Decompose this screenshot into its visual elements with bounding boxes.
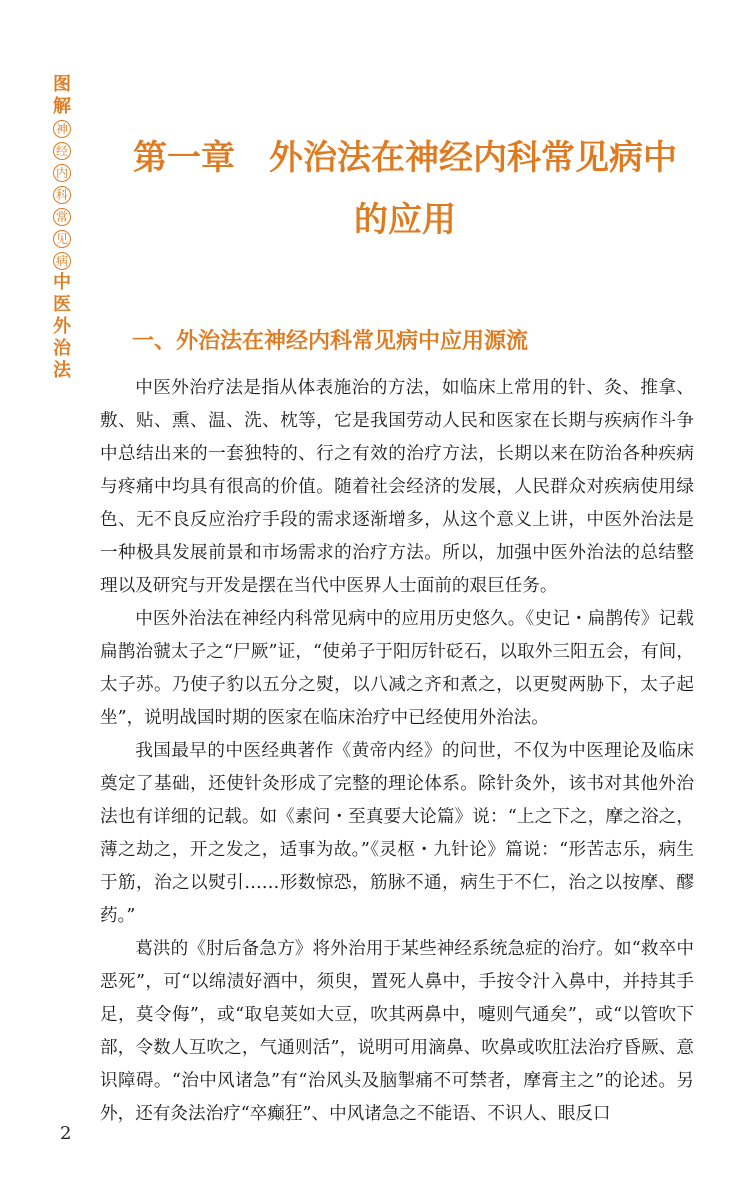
paragraph: 葛洪的《肘后备急方》将外治用于某些神经系统急症的治疗。如“救卒中恶死”，可“以绵渍好酒中，须臾，置死人鼻中，手按令汁入鼻中，并持其手足，莫令侮”，或“取皂荚如大豆，吹其两鼻中，嚏则气通矣”，或“以管吹下部，令数人互吹之，气通则活”，说明可用滴鼻、吹鼻或吹肛法治疗昏厥、意识障碍。“治中风诸急”有“治风头及脑掣痛不可禁者，摩膏主之”的论述。另外，还有灸法治疗“卒癫狂”、中风诸急之不能语、不识人、眼反口 (100, 939, 694, 1124)
running-title-char-circled: 经 (53, 142, 71, 160)
running-title-char: 法 (53, 360, 71, 381)
running-title-vertical (50, 74, 74, 382)
running-title-char-circled: 常 (53, 208, 71, 226)
chapter-title-line1: 第一章 外治法在神经内科常见病中 (133, 138, 677, 178)
running-title-char: 治 (53, 338, 71, 359)
running-title-char-circled: 病 (53, 252, 71, 270)
running-title-char-circled: 科 (53, 186, 71, 204)
running-title-char-circled: 神 (53, 120, 71, 138)
running-title-char-circled: 内 (53, 164, 71, 182)
page-number: 2 (60, 1123, 72, 1144)
running-title-char: 外 (53, 316, 71, 337)
running-title-char-circled: 见 (53, 230, 71, 248)
running-title-char: 解 (53, 96, 71, 117)
paragraph: 中医外治疗法是指从体表施治的方法，如临床上常用的针、灸、推拿、敷、贴、熏、温、洗、枕等，它是我国劳动人民和医家在长期与疾病作斗争中总结出来的一套独特的、行之有效的治疗方法，长期以来在防治各种疾病与疼痛中均具有很高的价值。随着社会经济的发展，人民群众对疾病使用绿色、无不良反应治疗手段的需求逐渐增多，从这个意义上讲，中医外治法是一种极具发展前景和市场需求的治疗方法。所以，加强中医外治法的总结整理以及研究与开发是摆在当代中医界人士面前的艰巨任务。 (100, 378, 694, 596)
paragraph: 我国最早的中医经典著作《黄帝内经》的问世，不仅为中医理论及临床奠定了基础，还使针灸形成了完整的理论体系。除针灸外，该书对其他外治法也有详细的记载。如《素问・至真要大论篇》说：“上之下之，摩之浴之，薄之劫之，开之发之，适事为故。”《灵枢・九针论》篇说：“形苦志乐，病生于筋，治之以熨引……形数惊恐，筋脉不通，病生于不仁，治之以按摩、醪药。” (100, 741, 694, 926)
chapter-title-line2: 的应用 (354, 200, 456, 240)
running-title-char: 图 (53, 74, 71, 95)
paragraph: 中医外治法在神经内科常见病中的应用历史悠久。《史记・扁鹊传》记载扁鹊治虢太子之“尸厥”证，“使弟子于阳厉针砭石，以取外三阳五会，有间，太子苏。乃使子豹以五分之熨，以八减之齐和煮之，以更熨两胁下，太子起坐”，说明战国时期的医家在临床治疗中已经使用外治法。 (100, 609, 694, 728)
running-title-char: 中 (53, 272, 71, 293)
running-title-char: 医 (53, 294, 71, 315)
body-text (100, 372, 694, 1131)
section-heading: 一、外治法在神经内科常见病中应用源流 (132, 328, 529, 354)
